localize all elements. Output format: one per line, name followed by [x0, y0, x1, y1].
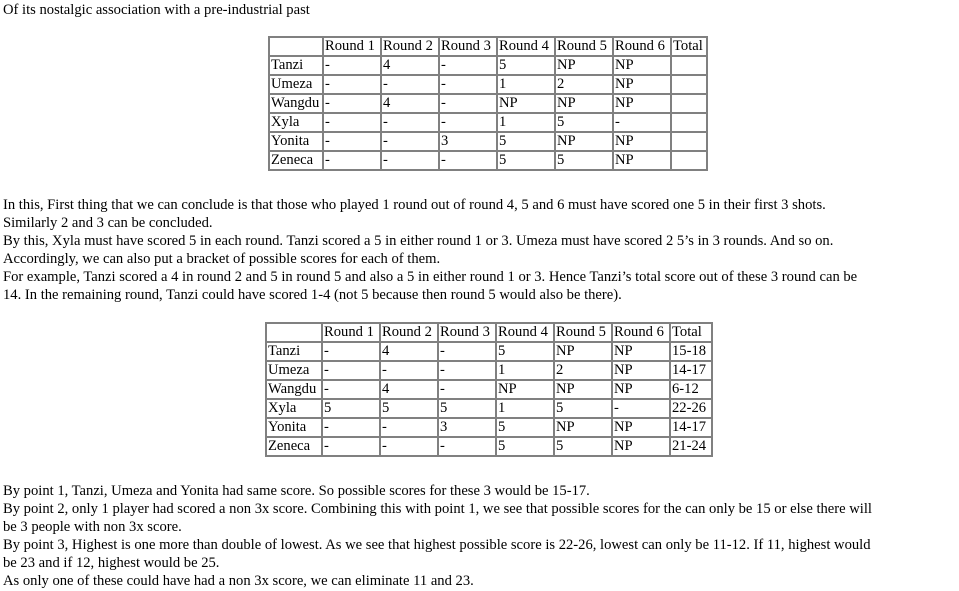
player-name-cell: Xyla	[269, 113, 323, 132]
text-line: be 23 and if 12, highest would be 25.	[3, 555, 220, 571]
score-cell: NP	[496, 380, 554, 399]
player-name-cell: Zeneca	[266, 437, 322, 456]
score-cell: NP	[613, 75, 671, 94]
score-cell: -	[380, 361, 438, 380]
score-cell: -	[613, 113, 671, 132]
header-cell: Round 2	[381, 37, 439, 56]
score-cell: 5	[555, 151, 613, 170]
total-cell: 15-18	[670, 342, 712, 361]
score-cell: -	[323, 132, 381, 151]
player-name-cell: Zeneca	[269, 151, 323, 170]
score-cell: -	[612, 399, 670, 418]
score-cell: NP	[612, 418, 670, 437]
score-cell: 5	[496, 418, 554, 437]
total-cell: 21-24	[670, 437, 712, 456]
score-cell: NP	[613, 94, 671, 113]
total-cell: 6-12	[670, 380, 712, 399]
score-cell: -	[322, 380, 380, 399]
header-cell: Round 2	[380, 323, 438, 342]
header-cell	[266, 323, 322, 342]
header-cell: Round 5	[555, 37, 613, 56]
text-line: In this, First thing that we can conclude is that those who played 1 round out of round 4, 5 and 6 must have scored one 5 in their first 3 shots.	[3, 197, 826, 213]
player-name-cell: Umeza	[269, 75, 323, 94]
score-cell: -	[438, 342, 496, 361]
score-cell: 1	[497, 113, 555, 132]
score-cell: -	[438, 437, 496, 456]
score-cell: 5	[322, 399, 380, 418]
score-cell: -	[322, 342, 380, 361]
score-cell: 2	[554, 361, 612, 380]
score-cell: 3	[438, 418, 496, 437]
score-cell: -	[381, 113, 439, 132]
header-cell	[269, 37, 323, 56]
score-cell: NP	[612, 437, 670, 456]
header-cell: Round 1	[323, 37, 381, 56]
table-row	[269, 56, 707, 75]
score-cell: -	[438, 380, 496, 399]
score-cell: -	[381, 132, 439, 151]
score-cell: 1	[496, 361, 554, 380]
table-row	[266, 342, 712, 361]
score-cell: -	[323, 113, 381, 132]
score-cell: NP	[554, 418, 612, 437]
header-cell: Round 4	[497, 37, 555, 56]
text-line: 14. In the remaining round, Tanzi could have scored 1-4 (not 5 because then round 5 would also be there).	[3, 287, 622, 303]
total-cell	[671, 132, 707, 151]
header-cell: Round 4	[496, 323, 554, 342]
score-cell: -	[380, 437, 438, 456]
score-cell: 1	[497, 75, 555, 94]
score-cell: 4	[380, 380, 438, 399]
total-cell: 22-26	[670, 399, 712, 418]
score-cell: -	[439, 94, 497, 113]
header-cell: Total	[670, 323, 712, 342]
total-cell: 14-17	[670, 418, 712, 437]
player-name-cell: Xyla	[266, 399, 322, 418]
score-cell: NP	[613, 151, 671, 170]
score-cell: -	[438, 361, 496, 380]
total-cell	[671, 94, 707, 113]
score-cell: -	[323, 151, 381, 170]
score-cell: 3	[439, 132, 497, 151]
player-name-cell: Tanzi	[266, 342, 322, 361]
player-name-cell: Umeza	[266, 361, 322, 380]
score-cell: NP	[555, 56, 613, 75]
score-cell: 5	[554, 399, 612, 418]
text-line: As only one of these could have had a non 3x score, we can eliminate 11 and 23.	[3, 573, 474, 589]
score-cell: 5	[497, 151, 555, 170]
table-row	[269, 75, 707, 94]
score-cell: NP	[554, 380, 612, 399]
text-line: be 3 people with non 3x score.	[3, 519, 182, 535]
score-cell: -	[439, 75, 497, 94]
score-cell: NP	[612, 342, 670, 361]
score-cell: 5	[497, 132, 555, 151]
table-row	[269, 113, 707, 132]
text-line: For example, Tanzi scored a 4 in round 2 and 5 in round 5 and also a 5 in either round 1 or 3. Hence Tanzi’s total score out of these 3 round can be	[3, 269, 858, 285]
score-cell: -	[381, 151, 439, 170]
score-cell: 5	[496, 342, 554, 361]
score-cell: -	[439, 113, 497, 132]
score-cell: -	[322, 418, 380, 437]
table-row	[266, 418, 712, 437]
score-cell: NP	[612, 380, 670, 399]
score-cell: NP	[613, 56, 671, 75]
score-cell: 2	[555, 75, 613, 94]
table-row	[269, 94, 707, 113]
score-cell: NP	[612, 361, 670, 380]
header-cell: Round 6	[612, 323, 670, 342]
table-row	[269, 151, 707, 170]
score-cell: -	[439, 151, 497, 170]
player-name-cell: Tanzi	[269, 56, 323, 75]
player-name-cell: Wangdu	[269, 94, 323, 113]
total-cell	[671, 75, 707, 94]
intro-text: Of its nostalgic association with a pre-industrial past	[3, 2, 310, 18]
text-line: By point 2, only 1 player had scored a non 3x score. Combining this with point 1, we see that possible scores for the can only be 15 or else there will	[3, 501, 872, 517]
score-cell: -	[439, 56, 497, 75]
score-cell: -	[381, 75, 439, 94]
header-cell: Round 3	[438, 323, 496, 342]
table-row	[266, 399, 712, 418]
score-cell: NP	[554, 342, 612, 361]
score-cell: 5	[554, 437, 612, 456]
score-cell: 4	[381, 94, 439, 113]
score-cell: 5	[496, 437, 554, 456]
score-cell: 5	[497, 56, 555, 75]
score-cell: 5	[555, 113, 613, 132]
header-cell: Total	[671, 37, 707, 56]
table-row	[269, 132, 707, 151]
total-cell: 14-17	[670, 361, 712, 380]
header-cell: Round 5	[554, 323, 612, 342]
score-cell: -	[323, 75, 381, 94]
conclusion-text	[3, 482, 958, 590]
table-row	[266, 437, 712, 456]
total-cell	[671, 151, 707, 170]
score-cell: 4	[381, 56, 439, 75]
table-row	[266, 361, 712, 380]
explanation-text	[3, 196, 958, 304]
total-cell	[671, 113, 707, 132]
score-cell: 5	[438, 399, 496, 418]
text-line: Similarly 2 and 3 can be concluded.	[3, 215, 213, 231]
score-cell: -	[322, 361, 380, 380]
player-name-cell: Yonita	[266, 418, 322, 437]
total-cell	[671, 56, 707, 75]
score-table-totals	[265, 322, 713, 457]
score-cell: -	[323, 56, 381, 75]
score-cell: -	[380, 418, 438, 437]
header-cell: Round 1	[322, 323, 380, 342]
table-header-row	[266, 323, 712, 342]
score-cell: NP	[613, 132, 671, 151]
header-cell: Round 3	[439, 37, 497, 56]
text-line: By point 3, Highest is one more than double of lowest. As we see that highest possible score is 22-26, lowest can only be 11-12. If 11, highest would	[3, 537, 871, 553]
score-table-initial	[268, 36, 708, 171]
score-cell: NP	[497, 94, 555, 113]
score-cell: -	[322, 437, 380, 456]
score-cell: -	[323, 94, 381, 113]
score-cell: NP	[555, 94, 613, 113]
score-cell: 1	[496, 399, 554, 418]
score-cell: 4	[380, 342, 438, 361]
table-row	[266, 380, 712, 399]
header-cell: Round 6	[613, 37, 671, 56]
table-header-row	[269, 37, 707, 56]
text-line: By point 1, Tanzi, Umeza and Yonita had same score. So possible scores for these 3 would be 15-17.	[3, 483, 590, 499]
player-name-cell: Wangdu	[266, 380, 322, 399]
player-name-cell: Yonita	[269, 132, 323, 151]
score-cell: NP	[555, 132, 613, 151]
score-cell: 5	[380, 399, 438, 418]
text-line: Accordingly, we can also put a bracket of possible scores for each of them.	[3, 251, 441, 267]
text-line: By this, Xyla must have scored 5 in each round. Tanzi scored a 5 in either round 1 or 3. Umeza must have scored 2 5’s in 3 rounds. And so on.	[3, 233, 834, 249]
